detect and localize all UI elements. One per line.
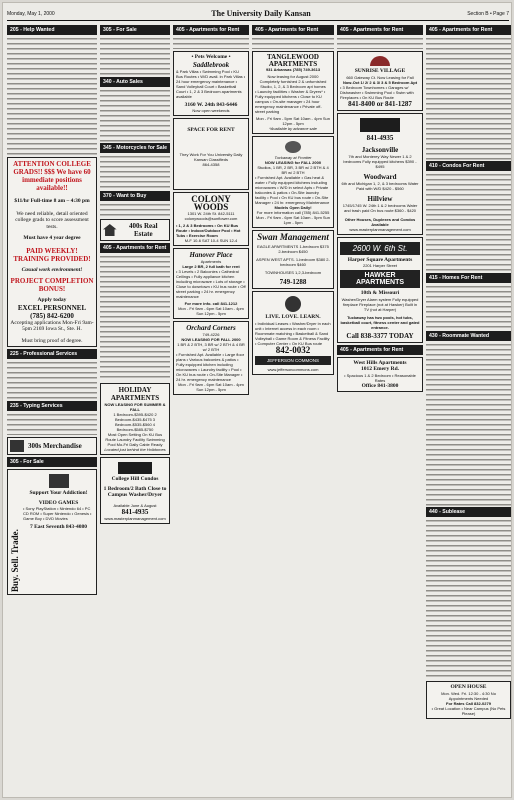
ad-items: • 3 Levels • 2 Balconies • Cathedral Ceilings • Fully appliance kitchen including microwave • Lots of storage • Close to downtown • KU bus route • Off street parking • 24 hr. emergency maintenance bbox=[176, 269, 246, 299]
section-banner-400s bbox=[100, 219, 170, 241]
ad-hours: Mon - Fri 9am - 6pm Sat 10am - 5pm Sun 1pm - 5pm bbox=[255, 215, 331, 225]
ad-items: • Great Location • Near Campus (No Pets Please) bbox=[431, 705, 506, 716]
ad-woodward-desc: 6th and Michigan 1, 2, & 3 bedrooms Water Paid with W/D $420 - $560 bbox=[341, 180, 419, 191]
ad-video-games bbox=[7, 469, 97, 595]
ad-models: Models Open Daily! bbox=[274, 205, 312, 210]
column-4 bbox=[252, 25, 334, 793]
classified-text-block bbox=[337, 37, 423, 49]
section-header-sublease: 440 - Sublease bbox=[426, 507, 511, 517]
ad-support: Support Your Addiction! bbox=[29, 490, 88, 496]
ad-items: • Furnished Apt. Available • Large floor plans • Various balconies & patios • Fully equipped kitchen including microwaves • Laundry facility • Pool • On KU bus route • On-Site Manager • 24 hr. emergency maintenance bbox=[176, 352, 245, 382]
ad-phone: 864-4358 bbox=[202, 161, 220, 167]
ad-hawker-sub: 10th & Missouri bbox=[360, 290, 400, 296]
ad-heading: OPEN HOUSE bbox=[450, 684, 487, 690]
classified-text-block bbox=[426, 519, 511, 679]
classified-text-block bbox=[173, 37, 249, 49]
ad-pets: • Pets Welcome • bbox=[191, 54, 231, 60]
column-2 bbox=[100, 25, 170, 793]
ad-phone: 842-0032 bbox=[275, 344, 311, 355]
classified-text-block bbox=[426, 285, 511, 331]
section-header-for-sale: 305 - For Sale bbox=[100, 25, 170, 35]
ad-items: • Individual Leases • Washer/Dryer in each unit • Internet access in each room • Roommate matching • Basketball & Sand Volleyball • Game Room & Fitness Facility • Computer Center • On KU Bus route bbox=[255, 320, 331, 346]
ad-call: Call 838-3377 TODAY bbox=[346, 331, 414, 340]
ad-location: Located just behind the Holidomes bbox=[104, 447, 166, 452]
section-header-want-to-buy: 370 - Want to Buy bbox=[100, 191, 170, 201]
ad-items: • Laundry facilities • Washer & Dryers* • Fully equipped kitchens • Close to KU campus • On-site manager • 24 hour emergency maintenance • Private off-street parking bbox=[255, 89, 326, 114]
classified-text-block bbox=[426, 173, 511, 273]
ad-woodward: Woodward bbox=[363, 172, 397, 181]
ad-hours: Mon - Fri 9am - 6pm Sat 10am - 4pm Sun 12pm - 5pm bbox=[178, 306, 244, 316]
masthead bbox=[7, 7, 509, 21]
ad-units: Studios, 1 BR, 2 BR, 3 BR w/ 2 BTH & 4 BR w/ 2 BTH bbox=[257, 165, 329, 175]
house-icon bbox=[103, 224, 117, 236]
classified-text-block bbox=[100, 155, 170, 191]
ad-web: www.jeffersoncommons.com bbox=[267, 366, 319, 372]
masterplan-logo-icon bbox=[118, 462, 152, 474]
ad-note: *Available by advance sale bbox=[269, 126, 317, 131]
banner-label: 300s Merchandise bbox=[28, 442, 82, 450]
ad-open: Now open weekends bbox=[192, 108, 230, 113]
ad-apply: Apply today bbox=[37, 297, 67, 303]
classified-text-block bbox=[100, 203, 170, 217]
ad-phone: For more information call (785) 841-5255 bbox=[256, 210, 330, 215]
ad-addr: 931 Arkansas (785) 749-3613 bbox=[265, 67, 321, 72]
ad-pools: Tuckaway has two pools, hot tubs, basketball court, fitness center and gated entrance. bbox=[340, 314, 420, 330]
classified-text-block bbox=[426, 343, 511, 507]
ad-heading: West Hills Apartments bbox=[353, 359, 407, 366]
classified-text-block bbox=[7, 413, 97, 435]
ad-harper: Harper Square Apartments bbox=[347, 256, 413, 263]
ad-addr: 1301 W. 24th St. 842-5111 colonywoods@sunflower.com bbox=[184, 211, 238, 221]
ad-units: 1 BR & 2 BTH, 3 BR w/ 2 BTH & 4 BR w/ 2 BTH bbox=[177, 342, 245, 352]
ad-casual: Casual work environment! bbox=[21, 266, 83, 273]
ad-hawker: HAWKER APARTMENTS bbox=[340, 270, 420, 288]
jefferson-logo-icon bbox=[285, 296, 301, 312]
ad-colony-woods bbox=[173, 192, 249, 246]
ad-heading: SUNRISE VILLAGE bbox=[354, 68, 406, 74]
ad-jacksonville: Jacksonville bbox=[361, 145, 399, 154]
ad-desc: 1 Bedroom/2 Bath Close to Campus Washer/Dryer bbox=[103, 485, 167, 498]
section-header-roommate: 430 - Roommate Wanted bbox=[426, 331, 511, 341]
masthead-title: The University Daily Kansan bbox=[211, 9, 311, 18]
ad-heading: Tuckaway at Frontier bbox=[274, 155, 312, 160]
section-header-auto: 340 - Auto Sales bbox=[100, 77, 170, 87]
ad-lease: Now leasing for August 2000 bbox=[267, 74, 319, 79]
section-header-apartments: 405 - Apartments for Rent bbox=[337, 25, 423, 35]
ad-sunrise-village bbox=[337, 51, 423, 111]
ad-west-hills bbox=[337, 357, 423, 393]
ad-video: VIDEO GAMES bbox=[38, 499, 79, 506]
section-header-help-wanted: 205 - Help Wanted bbox=[7, 25, 97, 35]
section-header-apartments: 405 - Apartments for Rent bbox=[426, 25, 511, 35]
shopping-bag-icon bbox=[10, 440, 24, 452]
section-header-apartments: 405 - Apartments for Rent bbox=[252, 25, 334, 35]
ad-web: www.masterplanmanagement.com bbox=[104, 515, 166, 521]
ad-rates: For Rates Call 832-0279 bbox=[446, 700, 491, 706]
ad-info: For more info. call 841-1212 bbox=[184, 301, 238, 306]
ad-items: • Spacious 1 & 2 Bedroom • Reasonable Rates bbox=[344, 372, 416, 383]
ad-hours: Mon - Fri 9am - 6pm Sat 10am - 4pm Sun 12pm - 5pm bbox=[178, 382, 244, 392]
section-header-professional: 225 - Professional Services bbox=[7, 349, 97, 359]
ad-degree: Must have 4 year degree bbox=[23, 235, 81, 241]
ad-sub: Completely furnished 2 & unfurnished Studio, 1, 2, & 3 Bedroom apt homes bbox=[259, 79, 327, 89]
ad-heading: ATTENTION COLLEGE GRADS!! $$$ We have 60 immediate positions available!! bbox=[13, 160, 91, 192]
ad-phone: 3160 W. 24th 843-6446 bbox=[184, 101, 238, 108]
ad-hillview-desc: 1745/1745 W. 24th 1 & 2 bedrooms Water and trash paid On bus route $360 - $420 bbox=[342, 202, 418, 213]
ad-town: TOWNHOUSES 1,2,3-bedroom bbox=[264, 270, 322, 275]
ad-tuckaway-frontier bbox=[252, 136, 334, 228]
classified-text-block bbox=[100, 255, 170, 381]
ad-hours: Mon. Wed. Fri. 12:30 - 4:30 No Appointments Needed bbox=[441, 690, 496, 701]
ad-hours: M-F 10-6 SAT 10-4 SUN 12-4 bbox=[184, 238, 238, 243]
ad-lease: NOW LEASING for FALL 2000 bbox=[264, 160, 322, 165]
newspaper-page bbox=[2, 2, 512, 798]
ad-items: • Furnished Apt. Available • Gas heat & water • Fully equipped kitchens including microwaves • W/D in select Apts • Private balconies & patios • On-Site laundry facility • Pool • On KU bus route • On-Site Manager • 24 hr. emergency Maintenance bbox=[255, 175, 330, 205]
section-header-typing: 235 - Typing Services bbox=[7, 401, 97, 411]
ad-bring: Must bring proof of degree. bbox=[21, 337, 83, 344]
ad-hawker-items: Washer/Dryer Alarm system Fully equipped fireplace Fireplace (not at Hawker) Built in TV (not at Harper) bbox=[341, 296, 419, 312]
section-banner-300s bbox=[7, 437, 97, 455]
section-header-apartments: 405 - Apartments for Rent bbox=[173, 25, 249, 35]
section-header-for-sale: 305 - For Sale bbox=[7, 457, 97, 467]
ad-tuckaway bbox=[337, 237, 423, 343]
ad-units: 1 Bedroom-$395-$420 2 Bedroom-$435-$475 3 Bedroom-$535-$560 4 Bedroom-$585-$750 bbox=[113, 412, 157, 432]
ad-heading: HOLIDAY APARTMENTS bbox=[110, 386, 160, 402]
game-controller-icon bbox=[49, 474, 69, 488]
ad-swan-management bbox=[252, 230, 334, 289]
ad-bonus: PROJECT COMPLETION BONUS! bbox=[10, 277, 94, 293]
ad-units: Now-Oct 1/ 2/ 2 & 3/ 3 & 5 Bedroom Apt bbox=[342, 79, 418, 85]
classified-text-block bbox=[100, 37, 170, 77]
ad-excel: EXCEL PERSONNEL (785) 842-6200 bbox=[17, 303, 87, 320]
column-1 bbox=[7, 25, 97, 793]
section-header-apartments: 405 - Apartments for Rent bbox=[337, 345, 423, 355]
ad-phone: 841-4935 bbox=[366, 133, 394, 142]
tuckaway-logo: 2600 W. 6th St. bbox=[340, 242, 420, 255]
ad-hanover bbox=[173, 248, 249, 319]
ad-name: JEFFERSON COMMONS bbox=[255, 356, 331, 365]
masthead-date: Monday, May 1, 2000 bbox=[7, 10, 55, 17]
ad-features: Most Open Setting On KU Bus Route Laundry Facility Swimming Pool Mo-Fri Daily Cable Ready bbox=[105, 432, 165, 447]
ad-addr: 1012 Emery Rd. bbox=[360, 366, 400, 372]
ad-items: • 3 Bedroom Townhomes • Garages w/ Dishwasher • Swimming Pool • Swim with Fireplaces • On KU Bus Route bbox=[340, 84, 414, 100]
ad-addr: 660 Gateway Ct. Now Leasing for Fall bbox=[346, 74, 414, 80]
ad-phone: 749-1288 bbox=[279, 278, 307, 286]
ad-jacksonville-desc: 7th and Monterey Way Newer 1 & 2 bedrooms Fully equipped kitchens $390 - $495 bbox=[343, 153, 417, 169]
ad-heading: Hanover Place bbox=[189, 251, 233, 259]
ad-sub: They Work For You University Daily Kansan Classifieds bbox=[179, 151, 243, 162]
ad-heading: COLONY WOODS bbox=[191, 194, 231, 212]
section-header-condos: 410 - Condos For Rent bbox=[426, 161, 511, 171]
ad-items: & Park Villas • Swimming Pool • KU Bus Routes • W/D avail. in Park Villas • 24 hour emergency maintenance • Sand Volleyball Court • Basketball Court • 1, 2 & 3 Bedroom apartments available bbox=[176, 68, 246, 99]
column-6 bbox=[426, 25, 511, 793]
ad-hillview: Hillview bbox=[367, 194, 393, 203]
classified-text-block bbox=[7, 361, 97, 401]
sunrise-logo-icon bbox=[370, 56, 390, 66]
ad-saddlebrook bbox=[173, 51, 249, 116]
ad-leasing: NOW LEASING FOR SUMMER & FALL bbox=[104, 402, 166, 412]
ad-items: • 1, 2 & 3 Bedrooms • On KU Bus Route • Indoor/Outdoor Pool • Hot Tubs • Exercise Room bbox=[176, 223, 241, 238]
ad-hours: Accepting applications Mon-Fri 9am-5pm 2169 Iowa St., Ste. H. bbox=[10, 319, 94, 332]
classified-text-block bbox=[7, 37, 97, 155]
ad-video-items: • Sony PlayStation • Nintendo 64 • PC CD ROM • Super Nintendo • Genesis • Game Boy • DVD Movies bbox=[23, 506, 92, 521]
ad-masterplan bbox=[337, 113, 423, 235]
ad-sub: Apartments bbox=[200, 259, 222, 264]
ad-other: Other Houses, Duplexes and Condos Available bbox=[344, 216, 416, 227]
ad-avail: Available June & August bbox=[113, 502, 157, 508]
ad-phone: 841-4935 bbox=[121, 507, 149, 516]
section-header-homes: 415 - Homes For Rent bbox=[426, 273, 511, 283]
ad-phone: 841-8400 or 841-1287 bbox=[348, 99, 412, 108]
ad-heading: Orchard Corners bbox=[186, 324, 236, 332]
section-header-motorcycles: 345 - Motorcycles for Sale bbox=[100, 143, 170, 153]
ad-holiday-apartments bbox=[100, 383, 170, 455]
classified-text-block bbox=[426, 37, 511, 161]
ad-leasing: NOW LEASING FOR FALL 2000 bbox=[181, 337, 241, 342]
column-5 bbox=[337, 25, 423, 793]
ad-phone: 749-4226 bbox=[202, 332, 220, 337]
ad-office: Office 841-3800 bbox=[361, 382, 399, 389]
masthead-section: Section B • Page 7 bbox=[467, 10, 509, 17]
ad-hours: Mon - Fri 9am - 5pm Sat 10am - 4pm Sun 12pm - 5pm bbox=[255, 116, 331, 126]
ad-eagle: EAGLE APARTMENTS 1-bedroom $375 2-bedroom $450 bbox=[257, 244, 329, 254]
ad-pay: $11/hr Full-time 8 am – 4:30 pm bbox=[14, 198, 90, 204]
ad-aspen: ASPEN WEST APTS. 1-bedroom $380 2-bedroom $460 bbox=[256, 257, 330, 267]
ad-jefferson-commons bbox=[252, 291, 334, 375]
ad-web: www.masterplanmanagement.com bbox=[349, 226, 411, 232]
ad-heading: College Hill Condos bbox=[111, 476, 159, 482]
ad-open-house bbox=[426, 681, 511, 719]
column-3 bbox=[173, 25, 249, 793]
classified-text-block bbox=[100, 89, 170, 143]
tuckaway-logo-icon bbox=[285, 141, 301, 153]
ad-buy-sell: Buy. Sell. Trade. bbox=[10, 529, 20, 592]
ad-harper-addr: 2201 Harper Street bbox=[362, 263, 398, 268]
section-header-apartments: 405 - Apartments for Rent bbox=[100, 243, 170, 253]
ad-heading: SPACE FOR RENT bbox=[187, 127, 235, 133]
banner-label: 400s Real Estate bbox=[128, 222, 158, 238]
ad-space-for-rent bbox=[173, 118, 249, 190]
ad-heading: Swan Management bbox=[257, 232, 329, 242]
ad-tanglewood bbox=[252, 51, 334, 134]
ad-excel-personnel bbox=[7, 157, 97, 347]
ad-lease: Large 2 BR, 2 full bath for rent bbox=[182, 264, 240, 269]
masterplan-logo-icon bbox=[360, 118, 400, 132]
classified-text-block bbox=[252, 37, 334, 49]
ad-orchard-corners bbox=[173, 321, 249, 395]
ad-college-hill bbox=[100, 457, 170, 524]
ad-body: We need reliable, detail oriented college grads to score assessment tests. bbox=[15, 210, 89, 230]
ad-video-addr: 7 East Seventh 843-4080 bbox=[30, 524, 87, 530]
ad-paid: PAID WEEKLY! TRAINING PROVIDED! bbox=[13, 246, 91, 263]
ad-heading: Saddlebrook bbox=[192, 60, 230, 69]
ad-heading: TANGLEWOOD APARTMENTS bbox=[267, 53, 319, 68]
ad-slogan: LIVE. LOVE. LEARN. bbox=[265, 314, 321, 320]
